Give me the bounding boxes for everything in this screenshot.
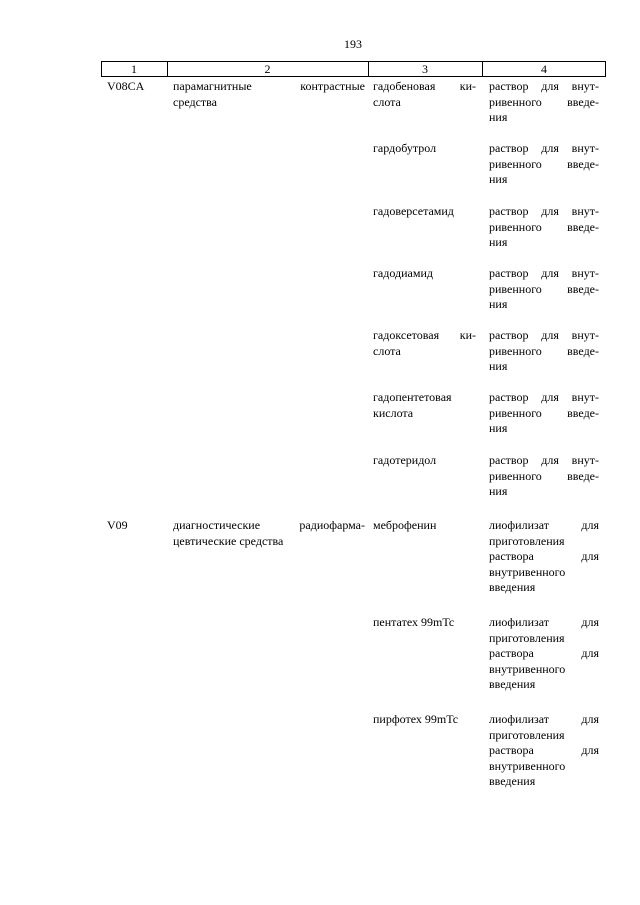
medicinal-substance <box>373 453 476 469</box>
pharmacological-group-line <box>173 518 365 534</box>
dosage-form <box>489 79 599 126</box>
medicinal-substance <box>373 390 476 421</box>
word: введе- <box>567 94 599 109</box>
word: внут- <box>571 204 599 218</box>
word: внут- <box>571 328 599 342</box>
medicinal-substance <box>373 328 476 359</box>
word: для <box>581 743 599 757</box>
header-col-3: 3 <box>422 62 428 76</box>
dosage-form-line <box>489 484 599 500</box>
word: ния <box>489 297 508 311</box>
word: меброфенин <box>373 518 437 532</box>
dosage-form-line <box>489 646 599 662</box>
word: ривенного <box>489 343 542 358</box>
word: раствора <box>489 646 534 660</box>
word: раствор <box>489 390 529 404</box>
dosage-form <box>489 328 599 375</box>
word: раствор <box>489 453 529 467</box>
word: ки- <box>459 79 476 93</box>
word: для <box>541 390 559 404</box>
medicinal-substance-line <box>373 406 476 422</box>
dosage-form-line <box>489 220 599 236</box>
atc-code: V08CA <box>107 79 145 93</box>
pharmacological-group-line <box>173 95 365 111</box>
word: для <box>581 549 599 563</box>
word: ривенного <box>489 219 542 234</box>
header-col-2: 2 <box>264 62 271 76</box>
medicinal-substance-line <box>373 712 476 728</box>
word: слота <box>373 94 401 109</box>
dosage-form-line <box>489 759 599 775</box>
dosage-form-line <box>489 79 599 95</box>
word: введе- <box>567 343 599 358</box>
word: для <box>541 328 559 342</box>
word: ния <box>489 359 508 373</box>
word: внут- <box>571 453 599 467</box>
word: введе- <box>567 281 599 296</box>
dosage-form-line <box>489 712 599 728</box>
dosage-form-line <box>489 453 599 469</box>
word: парамагнитные <box>173 79 252 93</box>
dosage-form-line <box>489 518 599 534</box>
dosage-form-line <box>489 157 599 173</box>
pharmacological-group <box>173 518 365 549</box>
word: ния <box>489 172 508 186</box>
word: введе- <box>567 156 599 171</box>
dosage-form-line <box>489 534 599 550</box>
word: приготовления <box>489 727 565 742</box>
word: внут- <box>571 266 599 280</box>
word: ния <box>489 484 508 498</box>
word: внут- <box>571 79 599 93</box>
word: введе- <box>567 405 599 420</box>
word: ривенного <box>489 156 542 171</box>
medicinal-substance <box>373 204 476 220</box>
word: ривенного <box>489 405 542 420</box>
dosage-form-line <box>489 390 599 406</box>
column-divider <box>605 62 606 77</box>
word: ривенного <box>489 281 542 296</box>
pharmacological-group-line <box>173 534 365 550</box>
medicinal-substance <box>373 266 476 282</box>
word: раствор <box>489 141 529 155</box>
word: для <box>581 518 599 532</box>
dosage-form-line <box>489 282 599 298</box>
medicinal-substance-line <box>373 344 476 360</box>
word: введения <box>489 580 536 594</box>
word: пирфотех 99mTc <box>373 712 459 726</box>
word: раствор <box>489 79 529 93</box>
word: раствора <box>489 743 534 757</box>
dosage-form-line <box>489 204 599 220</box>
pharmacological-group-line <box>173 79 365 95</box>
medicinal-substance-line <box>373 328 476 344</box>
medicinal-substance-line <box>373 266 476 282</box>
word: приготовления <box>489 533 565 548</box>
dosage-form-line <box>489 549 599 565</box>
word: внутривенного <box>489 661 566 676</box>
word: ки- <box>459 328 476 342</box>
dosage-form-line <box>489 662 599 678</box>
dosage-form-line <box>489 774 599 790</box>
dosage-form <box>489 518 599 596</box>
word: раствор <box>489 266 529 280</box>
dosage-form-line <box>489 728 599 744</box>
word: для <box>541 204 559 218</box>
word: раствор <box>489 328 529 342</box>
word: гардобутрол <box>373 141 437 155</box>
dosage-form-line <box>489 235 599 251</box>
word: гадопентетовая <box>373 390 452 404</box>
word: внут- <box>571 390 599 404</box>
atc-code: V09 <box>107 518 128 532</box>
dosage-form-line <box>489 743 599 759</box>
medicinal-substance-line <box>373 79 476 95</box>
medicinal-substance <box>373 518 476 534</box>
word: пентатех 99mTc <box>373 615 455 629</box>
dosage-form-line <box>489 95 599 111</box>
dosage-form-line <box>489 328 599 344</box>
word: диагностические <box>173 518 261 532</box>
word: кислота <box>373 405 414 420</box>
page-number: 193 <box>344 37 362 51</box>
dosage-form-line <box>489 565 599 581</box>
header-col-1: 1 <box>131 62 137 76</box>
word: для <box>541 79 559 93</box>
dosage-form <box>489 141 599 188</box>
dosage-form-line <box>489 266 599 282</box>
medicinal-substance-line <box>373 141 476 157</box>
table-header-row <box>101 61 606 77</box>
dosage-form-line <box>489 421 599 437</box>
dosage-form-line <box>489 297 599 313</box>
word: слота <box>373 343 401 358</box>
dosage-form <box>489 615 599 693</box>
word: гадоксетовая <box>373 328 440 342</box>
word: цевтические средства <box>173 533 284 548</box>
word: внут- <box>571 141 599 155</box>
word: ния <box>489 110 508 124</box>
medicinal-substance <box>373 79 476 110</box>
word: лиофилизат <box>489 615 550 629</box>
medicinal-substance <box>373 141 476 157</box>
dosage-form-line <box>489 344 599 360</box>
dosage-form-line <box>489 110 599 126</box>
word: внутривенного <box>489 758 566 773</box>
dosage-form-line <box>489 469 599 485</box>
word: раствора <box>489 549 534 563</box>
word: ривенного <box>489 94 542 109</box>
word: ния <box>489 421 508 435</box>
word: введения <box>489 774 536 788</box>
header-col-4: 4 <box>541 62 547 76</box>
word: внутривенного <box>489 564 566 579</box>
word: лиофилизат <box>489 712 550 726</box>
word: введения <box>489 677 536 691</box>
dosage-form <box>489 712 599 790</box>
word: контрастные <box>300 79 365 93</box>
dosage-form-line <box>489 631 599 647</box>
dosage-form <box>489 453 599 500</box>
pharmacological-group <box>173 79 365 110</box>
medicinal-substance-line <box>373 390 476 406</box>
dosage-form-line <box>489 677 599 693</box>
dosage-form-line <box>489 615 599 631</box>
word: для <box>541 453 559 467</box>
word: средства <box>173 94 218 109</box>
medicinal-substance <box>373 615 476 631</box>
word: радиофарма- <box>299 518 365 532</box>
word: ривенного <box>489 468 542 483</box>
dosage-form <box>489 204 599 251</box>
word: для <box>541 266 559 280</box>
word: гадобеновая <box>373 79 436 93</box>
word: для <box>541 141 559 155</box>
dosage-form-line <box>489 580 599 596</box>
medicinal-substance-line <box>373 95 476 111</box>
dosage-form-line <box>489 141 599 157</box>
dosage-form-line <box>489 359 599 375</box>
word: лиофилизат <box>489 518 550 532</box>
medicinal-substance-line <box>373 204 476 220</box>
dosage-form <box>489 266 599 313</box>
medicinal-substance <box>373 712 476 728</box>
medicinal-substance-line <box>373 518 476 534</box>
drug-table <box>101 61 606 788</box>
dosage-form <box>489 390 599 437</box>
word: введе- <box>567 219 599 234</box>
dosage-form-line <box>489 406 599 422</box>
word: гадотеридол <box>373 453 437 467</box>
word: введе- <box>567 468 599 483</box>
word: раствор <box>489 204 529 218</box>
word: приготовления <box>489 630 565 645</box>
medicinal-substance-line <box>373 453 476 469</box>
dosage-form-line <box>489 172 599 188</box>
word: гадоверсетамид <box>373 204 454 218</box>
word: для <box>581 615 599 629</box>
word: гадодиамид <box>373 266 433 280</box>
word: для <box>581 646 599 660</box>
medicinal-substance-line <box>373 615 476 631</box>
word: для <box>581 712 599 726</box>
word: ния <box>489 235 508 249</box>
